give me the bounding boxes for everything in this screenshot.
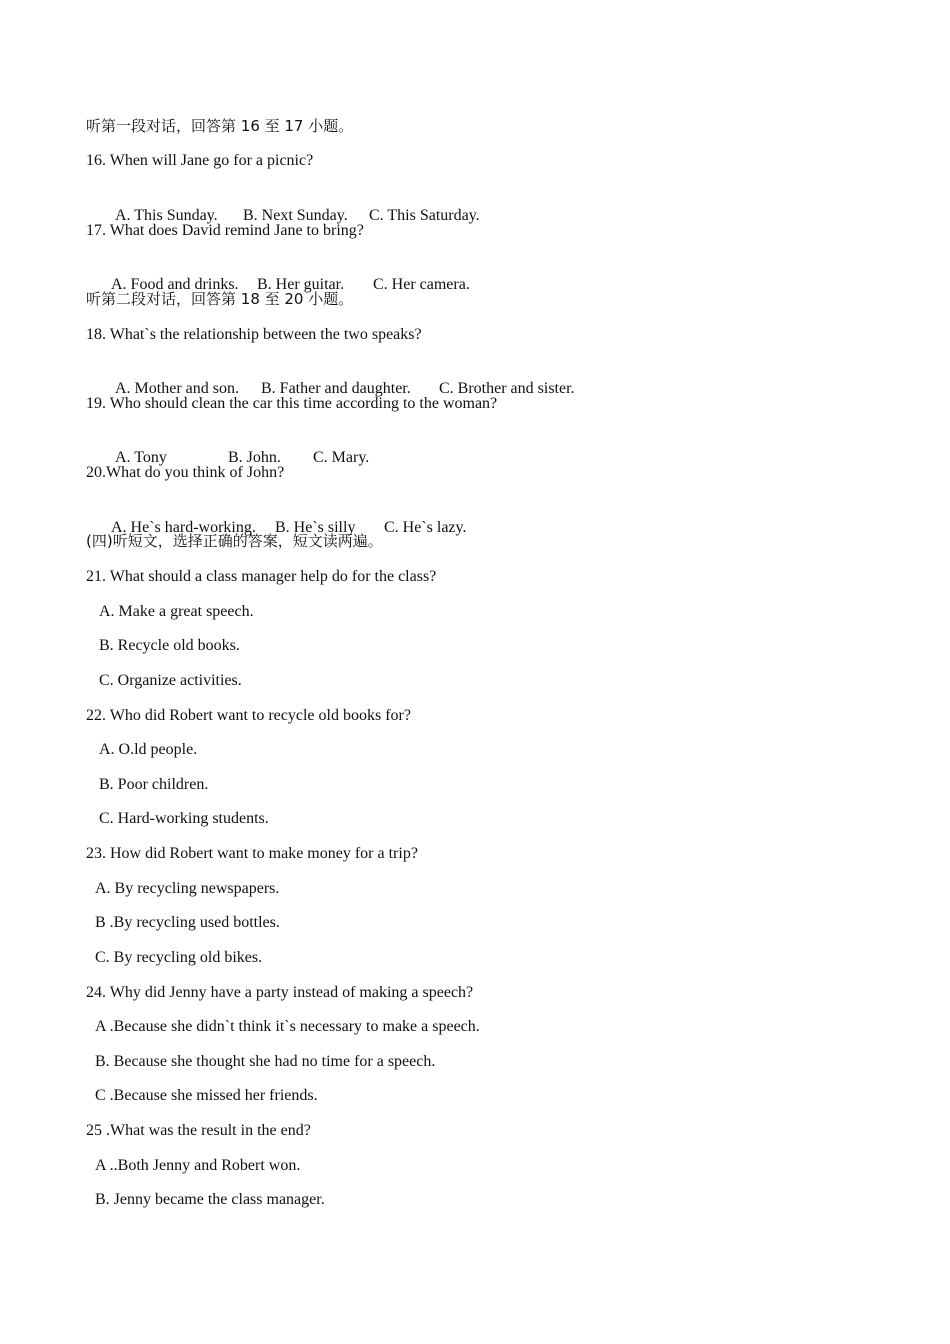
options-17 <box>95 255 470 293</box>
option-19-a: A. Tony <box>115 449 167 466</box>
question-24: 24. Why did Jenny have a party instead of making a speech? <box>86 984 474 1001</box>
option-18-a: A. Mother and son. <box>115 380 239 397</box>
options-19 <box>99 428 370 466</box>
option-23-a: A. By recycling newspapers. <box>95 880 280 897</box>
question-22: 22. Who did Robert want to recycle old books for? <box>86 707 411 724</box>
option-23-b: B .By recycling used bottles. <box>95 914 280 931</box>
section-heading-3: (四)听短文，选择正确的答案，短文读两遍。 <box>86 532 383 550</box>
option-24-a: A .Because she didn`t think it`s necessary to make a speech. <box>95 1018 480 1035</box>
question-18: 18. What`s the relationship between the two speaks? <box>86 326 422 343</box>
options-16 <box>99 186 480 224</box>
option-25-b: B. Jenny became the class manager. <box>95 1191 325 1208</box>
option-19-c: C. Mary. <box>313 449 370 466</box>
option-19-b: B. John. <box>228 449 281 466</box>
option-20-c: C. He`s lazy. <box>384 519 467 536</box>
options-18 <box>99 359 575 397</box>
option-21-b: B. Recycle old books. <box>99 637 240 654</box>
question-25: 25 .What was the result in the end? <box>86 1122 311 1139</box>
option-22-b: B. Poor children. <box>99 776 209 793</box>
option-20-b: B. He`s silly <box>275 519 356 536</box>
option-18-c: C. Brother and sister. <box>439 380 575 397</box>
option-24-b: B. Because she thought she had no time for a speech. <box>95 1053 436 1070</box>
option-18-b: B. Father and daughter. <box>261 380 411 397</box>
option-17-b: B. Her guitar. <box>257 276 345 293</box>
option-20-a: A. He`s hard-working. <box>111 519 256 536</box>
option-17-c: C. Her camera. <box>373 276 470 293</box>
question-17: 17. What does David remind Jane to bring? <box>86 222 364 239</box>
options-20 <box>95 498 467 536</box>
option-24-c: C .Because she missed her friends. <box>95 1087 318 1104</box>
question-16: 16. When will Jane go for a picnic? <box>86 152 314 169</box>
section-heading-1: 听第一段对话，回答第 16 至 17 小题。 <box>86 117 354 135</box>
option-22-c: C. Hard-working students. <box>99 810 269 827</box>
option-21-c: C. Organize activities. <box>99 672 242 689</box>
question-23: 23. How did Robert want to make money for a trip? <box>86 845 418 862</box>
question-20: 20.What do you think of John? <box>86 464 285 481</box>
section-heading-2: 听第二段对话，回答第 18 至 20 小题。 <box>86 290 354 308</box>
option-17-a: A. Food and drinks. <box>111 276 239 293</box>
question-19: 19. Who should clean the car this time according to the woman? <box>86 395 498 412</box>
option-16-a: A. This Sunday. <box>115 207 218 224</box>
option-21-a: A. Make a great speech. <box>99 603 254 620</box>
option-16-c: C. This Saturday. <box>369 207 480 224</box>
option-23-c: C. By recycling old bikes. <box>95 949 263 966</box>
option-25-a: A ..Both Jenny and Robert won. <box>95 1157 301 1174</box>
option-22-a: A. O.ld people. <box>99 741 198 758</box>
option-16-b: B. Next Sunday. <box>243 207 348 224</box>
question-21: 21. What should a class manager help do for the class? <box>86 568 437 585</box>
